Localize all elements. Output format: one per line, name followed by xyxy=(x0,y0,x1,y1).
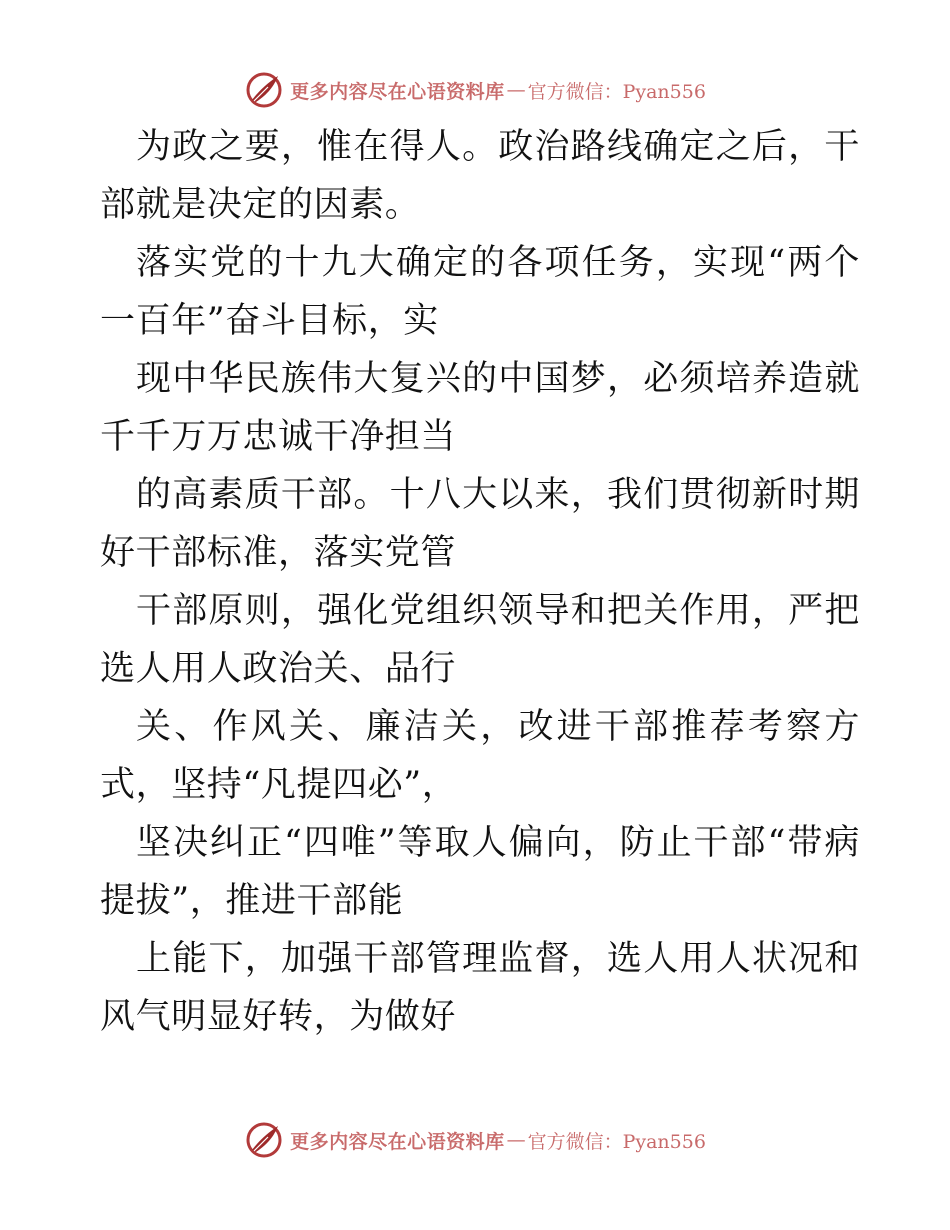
paragraph: 的高素质干部。十八大以来，我们贯彻新时期好干部标准，落实党管 xyxy=(100,475,860,573)
watermark-dash: — xyxy=(506,79,526,101)
watermark-site-text: 更多内容尽在心语资料库 xyxy=(290,80,505,103)
quill-pen-logo-icon xyxy=(244,1120,284,1160)
paragraph: 干部原则，强化党组织领导和把关作用，严把选人用人政治关、品行 xyxy=(100,591,860,689)
watermark-dash: — xyxy=(506,1129,526,1151)
paragraph: 现中华民族伟大复兴的中国梦，必须培养造就千千万万忠诚干净担当 xyxy=(100,359,860,457)
paragraph: 上能下，加强干部管理监督，选人用人状况和风气明显好转，为做好 xyxy=(100,939,860,1037)
paragraph: 关、作风关、廉洁关，改进干部推荐考察方式，坚持“凡提四必”， xyxy=(100,707,860,805)
paragraph: 坚决纠正“四唯”等取人偏向，防止干部“带病提拔”，推进干部能 xyxy=(100,823,860,921)
document-body xyxy=(100,118,860,1046)
watermark-contact: 官方微信：Pyan556 xyxy=(527,1130,706,1153)
quill-pen-logo-icon xyxy=(244,70,284,110)
paragraph: 为政之要，惟在得人。政治路线确定之后，干部就是决定的因素。 xyxy=(100,127,860,225)
watermark-contact: 官方微信：Pyan556 xyxy=(527,80,706,103)
footer-watermark xyxy=(0,1118,950,1162)
watermark-site-text: 更多内容尽在心语资料库 xyxy=(290,1130,505,1153)
header-watermark xyxy=(0,68,950,112)
paragraph: 落实党的十九大确定的各项任务，实现“两个一百年”奋斗目标，实 xyxy=(100,243,860,341)
